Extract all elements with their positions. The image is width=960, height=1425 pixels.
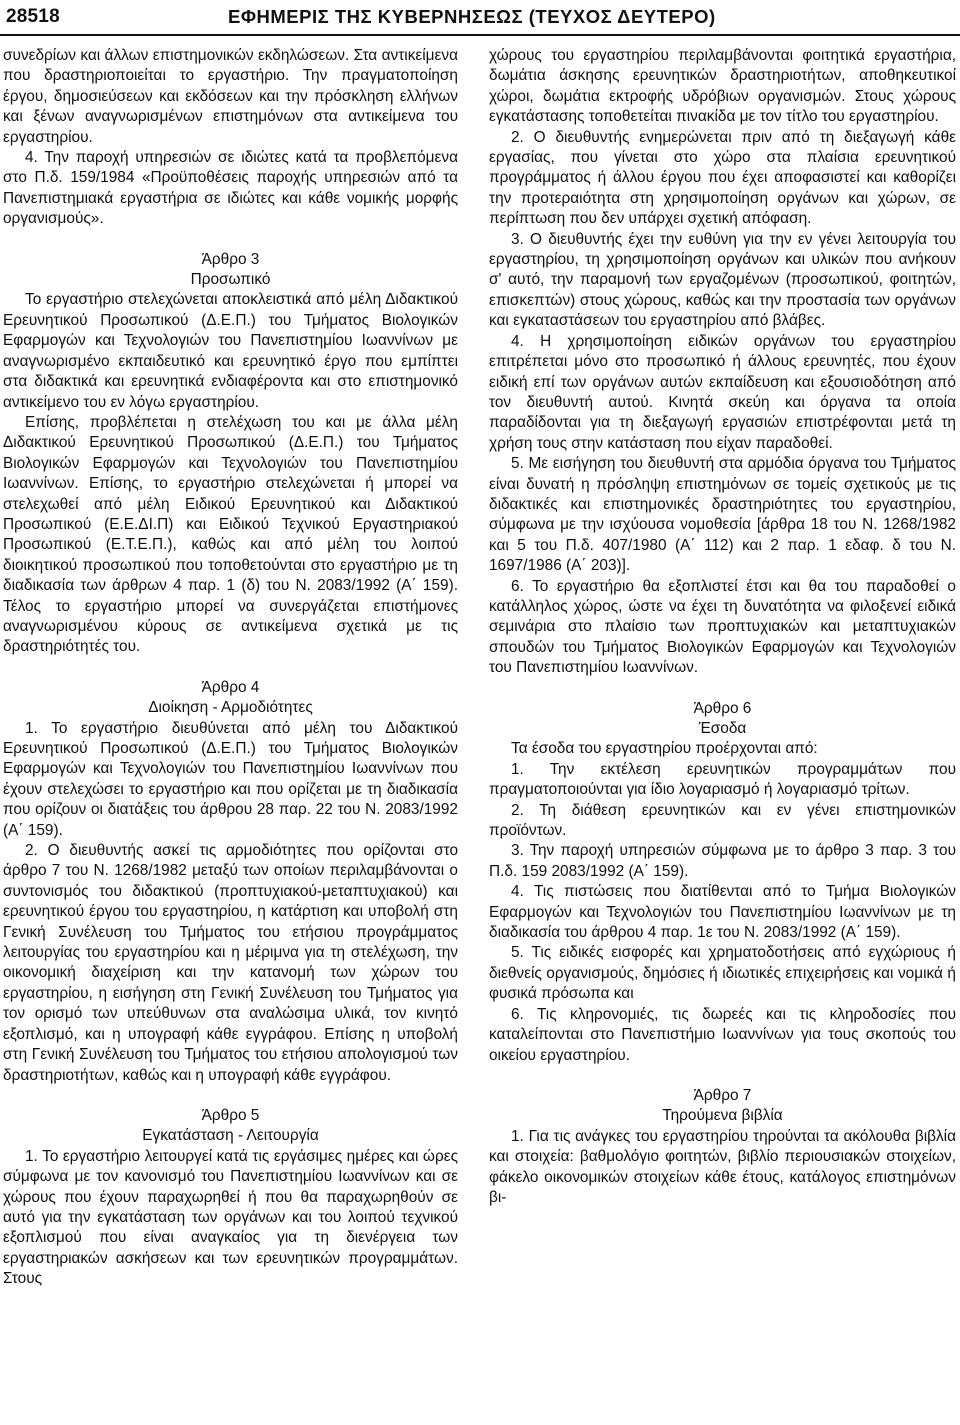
- list-item: 3. Την παροχή υπηρεσιών σύμφωνα με το άρθρο 3 παρ. 3 του Π.δ. 159 2083/1992 (Α΄ 159).: [489, 842, 956, 880]
- paragraph: Το εργαστήριο στελεχώνεται αποκλειστικά από μέλη Διδακτικού Ερευνητικού Προσωπικού (Δ.Ε.Π.) του Τμήματος Βιολογικών Εφαρμογών και Τεχνολογιών του Πανεπιστημίου Ιωαννίνων με αναγνωρισμένο εκπαιδευτικό και ερευνητικό έργο που εμπίπτει στα διδακτικά και ερευνητικά ενδιαφέροντα και στο επιστημονικό αντικείμενο του εν λόγω εργαστηρίου.: [3, 291, 458, 411]
- article-5-subtitle: Εγκατάσταση - Λειτουργία: [142, 1127, 319, 1145]
- list-item: 4. Τις πιστώσεις που διατίθενται από το Τμήμα Βιολογικών Εφαρμογών και Τεχνολογιών του Πανεπιστημίου Ιωαννίνων με τη διαδικασία του άρθρου 4 παρ. 1ε του Ν. 2083/1992 (Α΄ 159).: [489, 883, 956, 942]
- paragraph: 4. Η χρησιμοποίηση ειδικών οργάνων του εργαστηρίου επιτρέπεται μόνο στο προσωπικό ή άλλους ερευνητές, που έχουν ειδική επί των οργάνων αυτών εκπαίδευση και εξουσιοδότηση από τον διευθυντή αυτού. Κινητά σκεύη και όργανα τα οποία παραδίδονται για τη διεξαγωγή εργασιών επιστρέφονται μετά τη χρήση τους στην κατάσταση που είχαν παραδοθεί.: [489, 332, 956, 452]
- spacer: [3, 658, 458, 678]
- article-6-title: Άρθρο 6: [693, 699, 752, 717]
- page-header: [0, 0, 960, 36]
- article-3-title: Άρθρο 3: [201, 250, 260, 268]
- page-number: 28518: [6, 6, 60, 27]
- header-rule: [0, 34, 960, 36]
- article-7-title: Άρθρο 7: [693, 1086, 752, 1104]
- spacer: [489, 679, 956, 699]
- paragraph: 2. Ο διευθυντής ενημερώνεται πριν από τη διεξαγωγή κάθε εργασίας, που γίνεται στο χώρο στα πλαίσια ερευνητικού προγράμματος ή άλλου έργου που έχει αποφασιστεί και καθορίζει την προτεραιότητα στη χρησιμοποίηση οργάνων και χώρων, σε περίπτωση που δεν υπάρχει σχετική απόφαση.: [489, 128, 956, 228]
- list-item: 1. Την εκτέλεση ερευνητικών προγραμμάτων που πραγματοποιούνται για ίδιο λογαριασμό ή λογαριασμό τρίτων.: [489, 760, 956, 799]
- paragraph: 1. Το εργαστήριο λειτουργεί κατά τις εργάσιμες ημέρες και ώρες σύμφωνα με τον κανονισμό του Πανεπιστημίου Ιωαννίνων και σε χώρους που έχουν παραχωρηθεί ή που θα παραχωρηθούν σε αυτό για την εγκατάσταση των οργάνων και του λοιπού τεχνικού εξοπλισμού που είναι αναγκαίος για τη διενέργεια των εργαστηριακών ασκήσεων και των ερευνητικών προγραμμάτων. Στους: [3, 1147, 458, 1288]
- paragraph: 2. Ο διευθυντής ασκεί τις αρμοδιότητες που ορίζονται στο άρθρο 7 του Ν. 1268/1982 μεταξύ των οποίων περιλαμβάνονται ο συντονισμός του διδακτικού (προπτυχιακού-μεταπτυχιακού) και ερευνητικού έργου του εργαστηρίου, η κατάρτιση και υποβολή στη Γενική Συνέλευση του Τμήματος του ετήσιου προγράμματος λειτουργίας του εργαστηρίου και η μέριμνα για τη στελέχωση, την οικονομική διαχείριση και την κατανομή των χώρων του εργαστηρίου, η εισήγηση στη Γενική Συνέλευση του Τμήματος για τον ορισμό των υπεύθυνων στα αναλώσιμα υλικά, τον κινητό εξοπλισμό, και η υπογραφή κάθε εγγράφου. Επίσης η υποβολή στη Γενική Συνέλευση του Τμήματος του ετήσιου απολογισμού των δραστηριοτήτων, καθώς και η υπογραφή κάθε εγγράφου.: [3, 842, 458, 1084]
- paragraph: 1. Για τις ανάγκες του εργαστηρίου τηρούνται τα ακόλουθα βιβλία και στοιχεία: βαθμολόγιο φοιτητών, βιβλίο περιουσιακών στοιχείων, φάκελο οικονομικών στοιχείων κάθε έτους, κατάλογος επιστημόνων βι-: [489, 1127, 956, 1206]
- gazette-title: ΕΦΗΜΕΡΙΣ ΤΗΣ ΚΥΒΕΡΝΗΣΕΩΣ (ΤΕΥΧΟΣ ΔΕΥΤΕΡΟ): [228, 6, 716, 27]
- article-7-subtitle: Τηρούμενα βιβλία: [662, 1107, 783, 1125]
- paragraph: 1. Το εργαστήριο διευθύνεται από μέλη του Διδακτικού Ερευνητικού Προσωπικού (Δ.Ε.Π.) του Τμήματος Βιολογικών Εφαρμογών και Τεχνολογιών του Πανεπιστημίου Ιωαννίνων που έχουν στελεχώσει το εργαστήριο και που ορίζεται με τη διαδικασία που ορίζουν οι διατάξεις του άρθρου 28 παρ. 22 του Ν. 2083/1992 (Α΄ 159).: [3, 719, 458, 839]
- right-column: [489, 46, 956, 1208]
- list-item: 5. Τις ειδικές εισφορές και χρηματοδοτήσεις από εγχώριους ή διεθνείς οργανισμούς, δημόσιες ή ιδιωτικές επιχειρήσεις και νομικά ή φυσικά πρόσωπα και: [489, 944, 956, 1003]
- paragraph: 4. Την παροχή υπηρεσιών σε ιδιώτες κατά τα προβλεπόμενα στο Π.δ. 159/1984 «Προϋποθέσεις παροχής υπηρεσιών από τα Πανεπιστημιακά εργαστήρια σε ιδιώτες και κάθε νομικής μορφής οργανισμούς».: [3, 149, 458, 228]
- spacer: [3, 230, 458, 250]
- paragraph: Επίσης, προβλέπεται η στελέχωση του και με άλλα μέλη Διδακτικού Ερευνητικού Προσωπικού (Δ.Ε.Π.) του Τμήματος Βιολογικών Εφαρμογών και Τεχνολογιών του Πανεπιστημίου Ιωαννίνων. Επίσης, το εργαστήριο στελεχώνεται ή μπορεί να στελεχωθεί από μέλη Ειδικού Ερευνητικού και Διδακτικού Προσωπικού (Ε.Ε.ΔΙ.Π) και Ειδικού Τεχνικού Εργαστηριακού Προσωπικού (Ε.Τ.Ε.Π.), καθώς και από μέλη του λοιπού διοικητικού προσωπικού που τοποθετούνται στο εργαστήριο με τη διαδικασία των άρθρων 4 παρ. 1 (δ) του Ν. 2083/1992 (Α΄ 159). Τέλος το εργαστήριο μπορεί να συνεργάζεται επιστήμονες αναγνωρισμένου κύρους σε αντικείμενα σχετικά με τις δραστηριότητές του.: [3, 413, 458, 656]
- article-6-subtitle: Έσοδα: [698, 720, 747, 737]
- article-3-subtitle: Προσωπικό: [190, 271, 271, 289]
- paragraph: Τα έσοδα του εργαστηρίου προέρχονται από:: [511, 740, 818, 758]
- paragraph: 3. Ο διευθυντής έχει την ευθύνη για την εν γένει λειτουργία του εργαστηρίου, τη χρησιμοποίηση οργάνων και υλικών που ανήκουν σ' αυτό, την παραμονή των εργαζομένων (προσωπικού, φοιτητών, επισκεπτών) στους χώρους, καθώς και την προστασία των οργάνων και εγκαταστάσεων του εργαστηρίου από βλάβες.: [489, 230, 956, 330]
- spacer: [3, 1086, 458, 1106]
- paragraph: 6. Το εργαστήριο θα εξοπλιστεί έτσι και θα του παραδοθεί ο κατάλληλος χώρος, ώστε να έχει τη δυνατότητα να φιλοξενεί ειδικά σεμινάρια στο πλαίσιο των προπτυχιακών και μεταπτυχιακών σπουδών του Τμήματος Βιολογικών Εφαρμογών και Τεχνολογιών του Πανεπιστημίου Ιωαννίνων.: [489, 577, 956, 677]
- spacer: [489, 1066, 956, 1086]
- list-item: 6. Τις κληρονομιές, τις δωρεές και τις κληροδοσίες που καταλείπονται στο Πανεπιστήμιο Ιωαννίνων για τους σκοπούς του οικείου εργαστηρίου.: [489, 1005, 956, 1064]
- left-column: [3, 46, 458, 1290]
- paragraph: χώρους του εργαστηρίου περιλαμβάνονται φοιτητικά εργαστήρια, δωμάτια άσκησης ερευνητικών δραστηριοτήτων, αποθηκευτικοί χώροι, δωμάτια εκτροφής υδρόβιων οργανισμών. Στους χώρους εγκατάστασης τοποθετείται πινακίδα με τον τίτλο του εργαστηρίου.: [489, 47, 956, 126]
- article-4-title: Άρθρο 4: [201, 678, 260, 696]
- paragraph: συνεδρίων και άλλων επιστημονικών εκδηλώσεων. Στα αντικείμενα που δραστηριοποιείται το εργαστήριο. Την πραγματοποίηση έργου, δημοσιεύσεων και εκδόσεων και την πρόσκληση ελλήνων και ξένων αναγνωρισμένων επιστημόνων στα αντικείμενα του εργαστηρίου.: [3, 47, 458, 146]
- article-5-title: Άρθρο 5: [201, 1106, 260, 1124]
- paragraph: 5. Με εισήγηση του διευθυντή στα αρμόδια όργανα του Τμήματος είναι δυνατή η πρόσληψη επιστημόνων σε τομείς σχετικούς με τις διδακτικές και επιστημονικές δραστηριότητες του εργαστηρίου, σύμφωνα με την ισχύουσα νομοθεσία [άρθρα 18 του Ν. 1268/1982 και 5 του Π.δ. 407/1980 (Α΄ 112) και 2 παρ. 1 εδαφ. δ του Ν. 1697/1986 (Α΄ 203)].: [489, 455, 956, 575]
- article-4-subtitle: Διοίκηση - Αρμοδιότητες: [148, 699, 313, 717]
- list-item: 2. Τη διάθεση ερευνητικών και εν γένει επιστημονικών προϊόντων.: [489, 801, 956, 840]
